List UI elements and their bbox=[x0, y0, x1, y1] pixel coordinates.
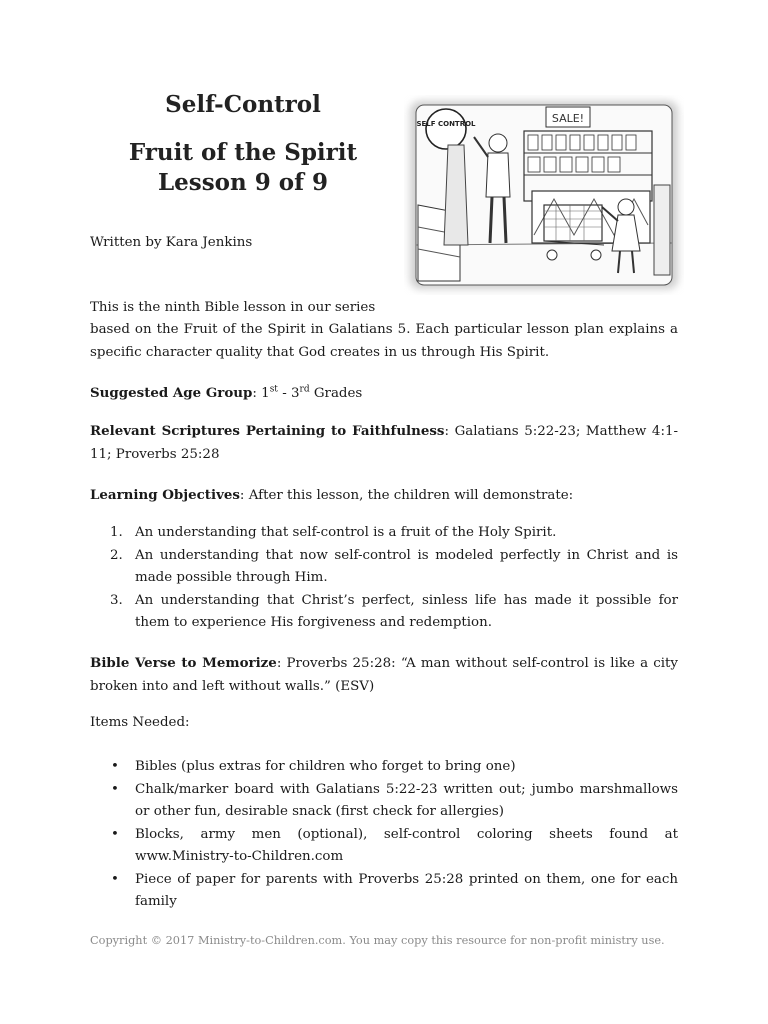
list-item: • Bibles (plus extras for children who forget to bring one) bbox=[90, 756, 678, 779]
age-group: Suggested Age Group: 1st - 3rd Grades bbox=[90, 384, 363, 401]
age-to: 3 bbox=[290, 386, 300, 401]
items-needed-list bbox=[90, 756, 678, 914]
bullet-icon: • bbox=[111, 781, 119, 797]
list-item: • Piece of paper for parents with Proverbs 25:28 printed on them, one for each family bbox=[90, 869, 678, 914]
copyright-footer: Copyright © 2017 Ministry-to-Children.com. You may copy this resource for non-profit ministry use. bbox=[90, 934, 665, 947]
sale-sign-text: SALE! bbox=[551, 112, 585, 125]
learning-objectives: Learning Objectives: After this lesson, the children will demonstrate: bbox=[90, 487, 574, 503]
list-item: 1. An understanding that self-control is a fruit of the Holy Spirit. bbox=[110, 525, 557, 540]
scriptures-label: Relevant Scriptures Pertaining to Faithfulness bbox=[90, 423, 445, 439]
age-group-label: Suggested Age Group bbox=[90, 385, 253, 401]
list-item: 3. An understanding that Christ’s perfect, sinless life has made it possible for them to experience His forgiveness and redemption. bbox=[110, 592, 678, 630]
lesson-number: Lesson 9 of 9 bbox=[157, 169, 329, 196]
intro-paragraph: based on the Fruit of the Spirit in Galatians 5. Each particular lesson plan explains a specific character quality that God creates in us through His Spirit. bbox=[90, 322, 678, 360]
page-subtitle: Fruit of the Spirit bbox=[128, 139, 358, 166]
badge-text: SELF CONTROL bbox=[416, 120, 476, 128]
list-item: • Chalk/marker board with Galatians 5:22-23 written out; jumbo marshmallows or other fun, desirable snack (first check for allergies) bbox=[90, 779, 678, 824]
bullet-icon: • bbox=[111, 759, 119, 774]
title-block bbox=[90, 90, 396, 198]
objectives-text: After this lesson, the children will demonstrate: bbox=[248, 488, 574, 503]
bullet-icon: • bbox=[111, 826, 119, 842]
scriptures-text: Galatians 5:22-23; Matthew 4:1-11; Proverbs 25:28 bbox=[90, 424, 678, 462]
memory-verse-text: Proverbs 25:28: “A man without self-control is like a city broken into and left without walls.” (ESV) bbox=[90, 656, 678, 694]
intro-first-line: This is the ninth Bible lesson in our series bbox=[90, 300, 376, 315]
list-item: • Blocks, army men (optional), self-control coloring sheets found at www.Ministry-to-Children.com bbox=[90, 824, 678, 869]
page-title: Self-Control bbox=[165, 91, 321, 118]
memory-verse: Bible Verse to Memorize: Proverbs 25:28: “A man without self-control is like a city broken into and left without walls.” (ESV) bbox=[90, 655, 678, 694]
list-item: 2. An understanding that now self-control is modeled perfectly in Christ and is made possible through Him. bbox=[110, 547, 678, 585]
scriptures: Relevant Scriptures Pertaining to Faithfulness: Galatians 5:22-23; Matthew 4:1-11; Proverbs 25:28 bbox=[90, 423, 678, 462]
byline: Written by Kara Jenkins bbox=[90, 235, 253, 250]
age-from: 1 bbox=[261, 386, 270, 401]
items-needed-label: Items Needed: bbox=[90, 715, 190, 730]
objectives-label: Learning Objectives bbox=[90, 487, 240, 503]
objectives-list bbox=[90, 522, 678, 635]
memory-verse-label: Bible Verse to Memorize bbox=[90, 655, 277, 671]
bullet-icon: • bbox=[111, 871, 119, 887]
self-control-store-illustration bbox=[404, 95, 684, 295]
